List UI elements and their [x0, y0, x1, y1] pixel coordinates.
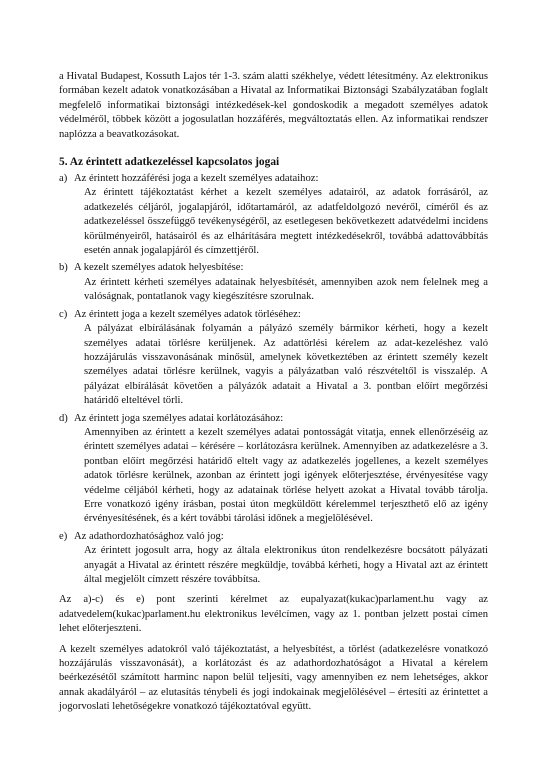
section-heading: 5. Az érintett adatkezeléssel kapcsolatos jogai — [59, 156, 280, 169]
item-label: b) — [59, 262, 68, 274]
item-title: Az érintett joga személyes adatai korlátozásához: — [74, 412, 284, 424]
item-label: a) — [59, 173, 68, 185]
right-item-d — [59, 412, 488, 527]
right-item-a — [59, 172, 488, 258]
item-label: d) — [59, 412, 68, 424]
item-title: A kezelt személyes adatok helyesbítése: — [74, 262, 244, 274]
item-label: e) — [59, 530, 68, 542]
right-item-b — [59, 261, 488, 304]
request-submission-paragraph: Az a)-c) és e) pont szerinti kérelmet az eupalyazat(kukac)parlament.hu vagy az adatvedelem(kukac)parlament.hu elektronikus levélcímen, vagy az 1. pontban jelzett postai címen lehet előterjeszteni. — [59, 594, 488, 635]
intro-paragraph: a Hivatal Budapest, Kossuth Lajos tér 1-3. szám alatti székhelye, védett létesítmény. Az elektronikus formában kezelt adatok vonatkozásában a Hivatal az Informatikai Biztonsági Szabályzatában foglalt megfelelő informatikai biztonsági intézkedések-kel gondoskodik a megadott személyes adatok védelméről, többek között a jogosulatlan hozzáférés, megváltoztatás ellen. Az informatikai rendszer naplózza a beavatkozásokat. — [59, 71, 488, 140]
item-body: A pályázat elbírálásának folyamán a pályázó személy bármikor kérheti, hogy a kezelt személyes adatai törlésre kerüljenek. Az adattörlési kérelem az adat-kezeléshez való hozzájárulás visszavonásának minősül, amelynek következtében az érintett személy kezelt személyes adatai törlésre kerülnek, vagyis a pályázatban való részvételtől is visszalép. A pályázat elbírálását követően a pályázók adatait a Hivatal a 3. pontban előírt megőrzési határidő elteltével törli. — [84, 323, 488, 407]
item-title: Az érintett hozzáférési joga a kezelt személyes adataihoz: — [74, 173, 319, 185]
item-body: Amennyiben az érintett a kezelt személyes adatai pontosságát vitatja, ennek ellenőrzéséig az érintett személyes adatai – kérésére – korlátozásra kerülnek. Amennyiben az adatkezelésre a 3. pontban előírt megőrzési határidő eltelt vagy az adatkezelés jogellenes, a kezelt személyes adatok törlésre kerülnek, azonban az érintett jogi igények előterjesztése, érvényesítése vagy védelme céljából kérheti, hogy az adatainak törlése helyett azokat a Hivatal tovább tárolja. Erre vonatkozó igény írásban, postai úton megküldött kérelemmel terjeszthető elő az igény érvényesítésének, és a kért további tárolási időnek a megjelölésével. — [84, 426, 488, 525]
item-title: Az érintett joga a kezelt személyes adatok törléséhez: — [74, 308, 301, 320]
right-item-e — [59, 530, 488, 588]
item-label: c) — [59, 308, 68, 320]
item-body: Az érintett jogosult arra, hogy az általa elektronikus úton rendelkezésre bocsátott pályázati anyagát a Hivatal az érintett részére megküldje, továbbá kérheti, hogy a Hivatal azt az érintett által megjelölt címzett részére továbbítsa. — [84, 545, 488, 585]
item-title: Az adathordozhatósághoz való jog: — [74, 530, 224, 542]
response-deadline-paragraph: A kezelt személyes adatokról való tájékoztatást, a helyesbítést, a törlést (adatkezelésre vonatkozó hozzájárulás visszavonását), a korlátozást és az adathordozhatóságot a Hivatal a kérelem beérkezésétől számított harminc napon belül teljesíti, vagy amennyiben ez nem lehetséges, akkor annak akadályáról – az elutasítás ténybeli és jogi indokainak megjelölésével – értesíti az érintettet a jogorvoslati lehetőségekre vonatkozó tájékoztatóval együtt. — [59, 643, 488, 713]
item-body: Az érintett kérheti személyes adatainak helyesbítését, amennyiben azok nem felelnek meg a valóságnak, pontatlanok vagy kiegészítésre szorulnak. — [84, 276, 488, 303]
item-body: Az érintett tájékoztatást kérhet a kezelt személyes adatairól, az adatok forrásáról, az adatkezelés céljáról, jogalapjáról, időtartamáról, az adatfeldolgozó nevéről, címéről és az adatkezeléssel összefüggő tevékenységéről, az esetlegesen bekövetkezett adatvédelmi incidens körülményeiről, hatásairól és az elhárítására megtett intézkedésekről, továbbá adattovábbítás esetén annak jogalapjáról és címzettjéről. — [84, 187, 488, 257]
rights-list — [59, 172, 488, 587]
right-item-c — [59, 308, 488, 409]
